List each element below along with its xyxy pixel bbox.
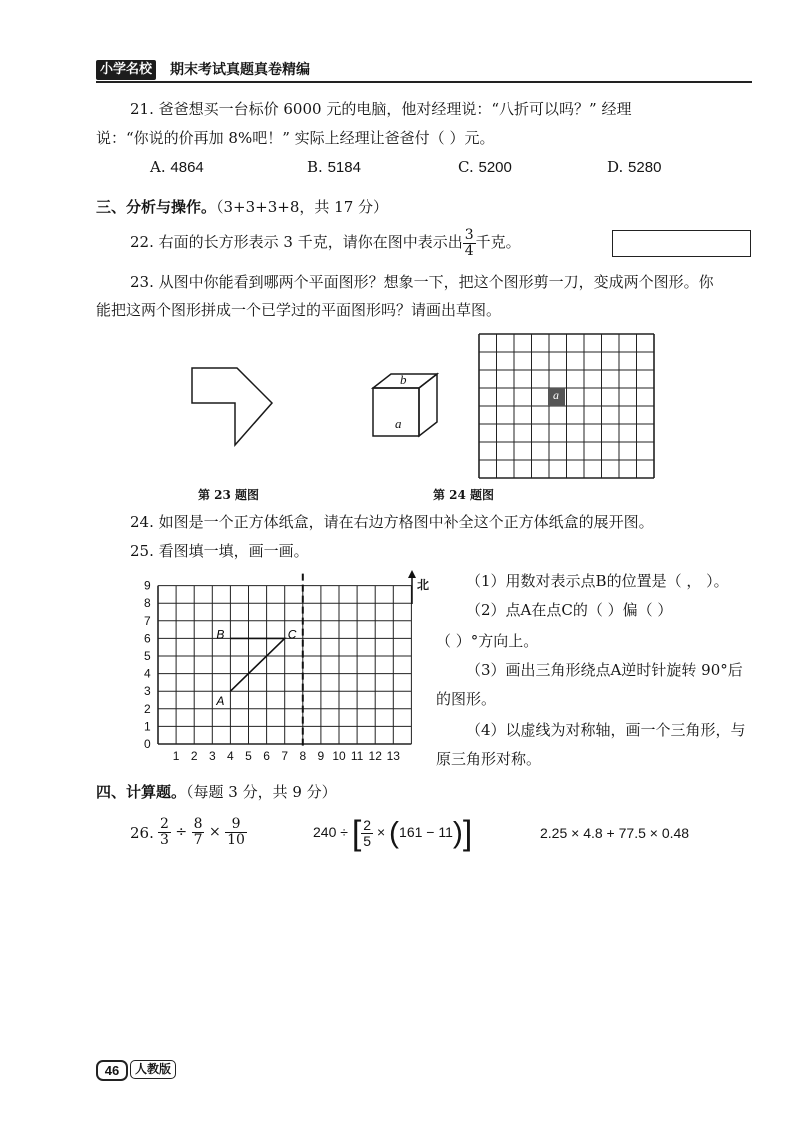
point-b-label: B (216, 627, 225, 642)
q25-axis-labels (144, 579, 400, 763)
q24-text: 24. 如图是一个正方体纸盒，请在右边方格图中补全这个正方体纸盒的展开图。 (130, 513, 654, 531)
q23-polygon (192, 368, 272, 445)
q25-sub2-line2: （ ）°方向上。 (436, 632, 539, 650)
triangle-abc (230, 638, 284, 691)
q21-line2: 说：“你说的价再加 8%吧！” 实际上经理让爸爸付（ ）元。 (96, 129, 495, 147)
q22-text (130, 225, 521, 259)
x-tick-label: 3 (208, 749, 216, 763)
fraction-denominator: 4 (464, 242, 474, 259)
section-note: （3+3+3+8，共 17 分） (216, 198, 389, 216)
q21-option-d (607, 157, 661, 178)
point-a-label: A (216, 694, 225, 709)
inner-expression: 161 − 11 (399, 824, 453, 840)
header-rule (96, 81, 752, 83)
x-tick-label: 11 (350, 749, 364, 763)
left-bracket-icon: [ (351, 814, 362, 853)
y-tick-label: 6 (144, 631, 151, 646)
x-tick-label: 5 (245, 749, 252, 763)
option-letter: B. (307, 158, 323, 176)
option-value: 5184 (327, 159, 361, 176)
q25-coordinate-grid[interactable] (140, 570, 420, 766)
y-tick-label: 9 (144, 578, 151, 593)
q25-sub4-line1: （4）以虚线为对称轴，画一个三角形，与 (466, 721, 746, 739)
point-c-label: C (287, 627, 297, 642)
fraction (158, 817, 171, 848)
section-title: 三、分析与操作。 (96, 198, 217, 216)
q21-line1: 21. 爸爸想买一台标价 6000 元的电脑，他对经理说：“八折可以吗？” 经理 (130, 100, 632, 118)
q21-option-c (458, 157, 512, 178)
x-tick-label: 8 (299, 749, 307, 763)
times-sign: × (208, 824, 221, 840)
q24-caption: 第 24 题图 (433, 488, 495, 502)
option-value: 5200 (478, 159, 512, 176)
y-tick-label: 2 (144, 701, 151, 716)
right-paren-icon: ) (452, 816, 463, 850)
denominator: 10 (227, 831, 245, 848)
x-tick-label: 2 (190, 749, 198, 763)
x-tick-label: 9 (317, 749, 325, 763)
section3-heading (96, 197, 388, 217)
right-bracket-icon: ] (462, 814, 473, 853)
y-tick-label: 5 (144, 649, 151, 663)
edition-label: 人教版 (130, 1060, 176, 1079)
y-tick-label: 4 (144, 666, 151, 681)
grid-cell-label: a (553, 388, 559, 402)
q21-option-a (150, 157, 204, 178)
series-badge: 小学名校 (96, 60, 156, 80)
fraction (361, 818, 373, 849)
q22-text-after: 千克。 (475, 233, 521, 251)
header-title: 期末考试真题真卷精编 (170, 62, 310, 78)
fraction (225, 817, 247, 848)
x-tick-label: 6 (263, 749, 270, 763)
denominator: 3 (160, 831, 169, 848)
option-value: 4864 (170, 159, 204, 176)
x-tick-label: 7 (281, 749, 289, 763)
fraction-numerator: 3 (464, 226, 474, 243)
expr2-lead: 240 ÷ (313, 824, 348, 840)
x-tick-label: 10 (332, 749, 346, 763)
option-letter: D. (607, 158, 624, 176)
q23-shape-figure (185, 360, 285, 455)
q22-rectangle[interactable] (612, 230, 751, 257)
y-tick-label: 3 (144, 684, 151, 699)
cube-side-face (419, 374, 437, 436)
option-letter: C. (458, 158, 474, 176)
q23-caption: 第 23 题图 (198, 488, 260, 502)
q21-option-b (307, 157, 361, 178)
fraction-three-quarters (463, 228, 476, 259)
y-tick-label: 1 (144, 719, 151, 734)
cube-top-label: b (400, 372, 407, 387)
q23-line2: 能把这两个图形拼成一个已学过的平面图形吗？请画出草图。 (96, 301, 502, 319)
times-sign: × (376, 824, 386, 840)
q26-label: 26. (130, 824, 154, 842)
fraction (192, 817, 205, 848)
q25-sub1: （1）用数对表示点B的位置是（ ， ）。 (466, 572, 729, 590)
page-number: 46 (96, 1060, 128, 1081)
y-tick-label: 7 (144, 613, 151, 628)
q25-title: 25. 看图填一填，画一画。 (130, 542, 309, 560)
q25-sub2-line1: （2）点A在点C的（ ）偏（ ） (466, 601, 673, 619)
y-tick-label: 8 (144, 596, 151, 611)
numerator: 2 (363, 816, 372, 833)
numerator: 2 (160, 815, 169, 832)
q25-sub3-line1: （3）画出三角形绕点A逆时针旋转 90°后 (466, 661, 743, 679)
q25-sub3-line2: 的图形。 (436, 690, 497, 708)
q23-line1: 23. 从图中你能看到哪两个平面图形？想象一下，把这个图形剪一刀，变成两个图形。你 (130, 273, 714, 291)
denominator: 7 (193, 831, 203, 848)
section4-heading (96, 782, 337, 802)
q25-grid-lines (158, 586, 411, 744)
y-tick-label: 0 (144, 737, 151, 751)
numerator: 8 (193, 815, 203, 832)
option-letter: A. (150, 158, 166, 176)
x-tick-label: 1 (172, 749, 180, 763)
x-tick-label: 13 (386, 749, 400, 763)
q26-expression-1 (158, 812, 247, 852)
north-label: 北 (417, 578, 430, 592)
divide-sign: ÷ (175, 824, 188, 840)
q25-sub4-line2: 原三角形对称。 (436, 750, 542, 768)
q26-expression-3: 2.25 × 4.8 + 77.5 × 0.48 (540, 825, 690, 841)
section-note: （每题 3 分，共 9 分） (186, 783, 337, 801)
x-tick-label: 12 (368, 749, 382, 763)
q24-grid[interactable] (478, 332, 658, 480)
q26-expression-2 (313, 812, 472, 853)
option-value: 5280 (628, 159, 662, 176)
numerator: 9 (225, 817, 247, 833)
x-tick-label: 4 (227, 749, 234, 763)
left-paren-icon: ( (389, 816, 400, 850)
q22-text-before: 22. 右面的长方形表示 3 千克，请你在图中表示出 (130, 233, 463, 251)
cube-front-label: a (395, 416, 402, 431)
section-title: 四、计算题。 (96, 783, 187, 801)
q24-grid-lines (479, 334, 654, 478)
denominator: 5 (363, 832, 372, 849)
